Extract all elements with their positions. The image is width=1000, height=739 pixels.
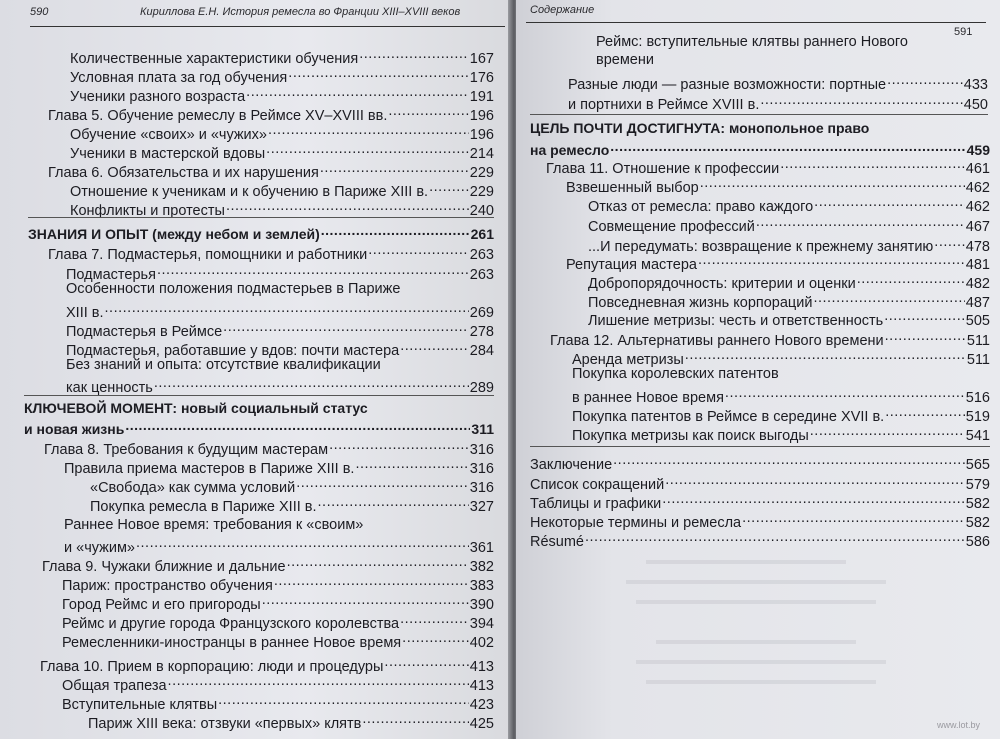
toc-entry[interactable]: Город Реймс и его пригороды ..... 390	[62, 592, 494, 614]
toc-entry[interactable]: Репутация мастера ..... 481	[566, 252, 990, 274]
toc-backmatter[interactable]: Résumé ..... 586	[530, 529, 990, 551]
right-page	[516, 0, 1000, 739]
toc-entry[interactable]: Покупка метризы как поиск выгоды ..... 541	[572, 423, 990, 445]
toc-entry[interactable]: Подмастерья ..... 263	[66, 262, 494, 284]
header-rule	[30, 26, 505, 27]
toc-backmatter[interactable]: Список сокращений ..... 579	[530, 472, 990, 494]
left-running-header: Кириллова Е.Н. История ремесла во Франции XIII–XVIII веков	[140, 6, 461, 18]
toc-entry[interactable]: Разные люди — разные возможности: портные ..... 433	[568, 72, 988, 94]
toc-entry[interactable]: Условная плата за год обучения ..... 176	[70, 65, 494, 87]
toc-entry[interactable]: XIII в. ..... 269	[66, 300, 494, 322]
toc-chapter[interactable]: Глава 11. Отношение к профессии ..... 461	[546, 156, 990, 178]
toc-entry[interactable]: Реймс и другие города Французского королевства ..... 394	[62, 611, 494, 633]
toc-subentry[interactable]: ...И передумать: возвращение к прежнему занятию ..... 478	[588, 234, 990, 256]
toc-entry[interactable]: Ремесленники-иностранцы в раннее Новое время ..... 402	[62, 630, 494, 652]
watermark: www.lot.by	[936, 720, 980, 730]
toc-entry[interactable]: в раннее Новое время ..... 516	[572, 385, 990, 407]
toc-chapter[interactable]: Глава 7. Подмастерья, помощники и работники ..... 263	[48, 242, 494, 264]
left-page-number: 590	[30, 6, 49, 18]
toc-entry[interactable]: Париж: пространство обучения ..... 383	[62, 573, 494, 595]
toc-subentry[interactable]: Совмещение профессий ..... 467	[588, 214, 990, 236]
toc-entry[interactable]: Отношение к ученикам и к обучению в Париже XIII в. ..... 229	[70, 179, 494, 201]
toc-entry-line1[interactable]: Покупка королевских патентов	[572, 366, 779, 382]
right-page-number: 591	[954, 26, 973, 38]
toc-subentry[interactable]: Париж XIII века: отзвуки «первых» клятв ..... 425	[88, 711, 494, 733]
toc-entry[interactable]: и «чужим» ..... 361	[64, 535, 494, 557]
toc-entry[interactable]: Ученики разного возраста ..... 191	[70, 84, 494, 106]
section-rule	[530, 114, 988, 115]
section-rule	[28, 217, 494, 218]
toc-entry[interactable]: Вступительные клятвы ..... 423	[62, 692, 494, 714]
toc-part[interactable]: ЗНАНИЯ И ОПЫТ (между небом и землей) ..... 261	[28, 222, 494, 243]
toc-backmatter[interactable]: Таблицы и графики ..... 582	[530, 491, 990, 513]
toc-entry-line1[interactable]: Особенности положения подмастерьев в Париже	[66, 281, 401, 297]
toc-subentry-line2[interactable]: времени	[596, 52, 654, 68]
toc-entry-line1[interactable]: Без знаний и опыта: отсутствие квалификации	[66, 357, 381, 373]
toc-entry[interactable]: Конфликты и протесты ..... 240	[70, 198, 494, 220]
toc-backmatter[interactable]: Заключение ..... 565	[530, 452, 990, 474]
toc-chapter[interactable]: Глава 6. Обязательства и их нарушения ..... 229	[48, 160, 494, 182]
toc-subentry[interactable]: Лишение метризы: честь и ответственность ..... 505	[588, 308, 990, 330]
toc-part-line1[interactable]: КЛЮЧЕВОЙ МОМЕНТ: новый социальный статус	[24, 400, 368, 416]
toc-part-line1[interactable]: ЦЕЛЬ ПОЧТИ ДОСТИГНУТА: монопольное право	[530, 120, 870, 136]
section-rule	[24, 395, 494, 396]
toc-subentry[interactable]: Покупка ремесла в Париже XIII в. ..... 327	[90, 494, 494, 516]
toc-entry[interactable]: Покупка патентов в Реймсе в середине XVII в. ..... 519	[572, 404, 990, 426]
toc-chapter[interactable]: Глава 9. Чужаки ближние и дальние ..... 382	[42, 554, 494, 576]
toc-entry[interactable]: как ценность ..... 289	[66, 375, 494, 397]
toc-subentry-line1[interactable]: Реймс: вступительные клятвы раннего Нового	[596, 34, 908, 50]
header-rule	[526, 22, 986, 23]
toc-subentry[interactable]: Добропорядочность: критерии и оценки ..... 482	[588, 271, 990, 293]
toc-part[interactable]: на ремесло ..... 459	[530, 138, 990, 159]
toc-subentry[interactable]: Отказ от ремесла: право каждого ..... 462	[588, 194, 990, 216]
toc-entry[interactable]: Аренда метризы ..... 511	[572, 347, 990, 369]
toc-entry-line1[interactable]: Раннее Новое время: требования к «своим»	[64, 517, 364, 533]
toc-entry[interactable]: Ученики в мастерской вдовы ..... 214	[70, 141, 494, 163]
toc-subentry[interactable]: «Свобода» как сумма условий ..... 316	[90, 475, 494, 497]
toc-subentry[interactable]: Повседневная жизнь корпораций ..... 487	[588, 290, 990, 312]
toc-entry[interactable]: Подмастерья, работавшие у вдов: почти мастера ..... 284	[66, 338, 494, 360]
toc-chapter[interactable]: Глава 5. Обучение ремеслу в Реймсе XV–XVIII вв. ..... 196	[48, 103, 494, 125]
toc-entry[interactable]: Обучение «своих» и «чужих» ..... 196	[70, 122, 494, 144]
toc-chapter[interactable]: Глава 12. Альтернативы раннего Нового времени ..... 511	[550, 328, 990, 350]
toc-chapter[interactable]: Глава 10. Прием в корпорацию: люди и процедуры ..... 413	[40, 654, 494, 676]
toc-entry[interactable]: и портнихи в Реймсе XVIII в. ..... 450	[568, 92, 988, 114]
toc-part[interactable]: и новая жизнь ..... 311	[24, 417, 494, 438]
toc-entry[interactable]: Взвешенный выбор ..... 462	[566, 175, 990, 197]
right-running-header: Содержание	[530, 4, 595, 16]
toc-entry[interactable]: Количественные характеристики обучения ..... 167	[70, 46, 494, 68]
toc-entry[interactable]: Правила приема мастеров в Париже XIII в. ..... 316	[64, 456, 494, 478]
toc-entry[interactable]: Подмастерья в Реймсе ..... 278	[66, 319, 494, 341]
toc-chapter[interactable]: Глава 8. Требования к будущим мастерам ..... 316	[44, 437, 494, 459]
toc-backmatter[interactable]: Некоторые термины и ремесла ..... 582	[530, 510, 990, 532]
toc-entry[interactable]: Общая трапеза ..... 413	[62, 673, 494, 695]
section-rule	[530, 446, 990, 447]
